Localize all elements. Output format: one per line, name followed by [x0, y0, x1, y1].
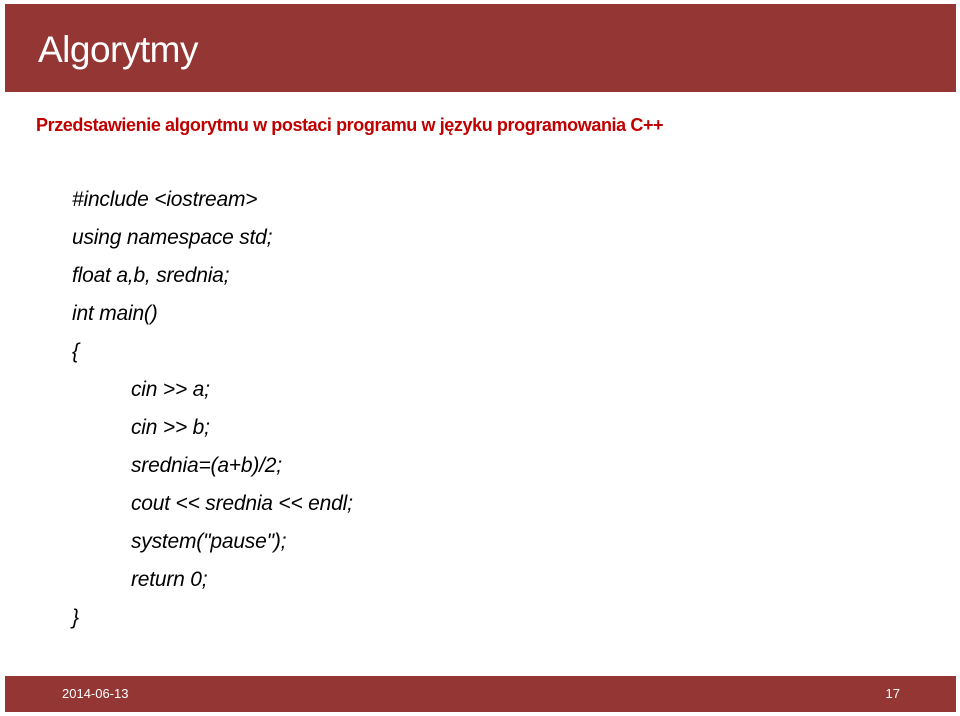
code-line: cout << srednia << endl; — [131, 492, 353, 515]
code-line: cin >> b; — [131, 416, 210, 439]
slide-subtitle: Przedstawienie algorytmu w postaci programu w języku programowania C++ — [36, 115, 664, 135]
code-line: float a,b, srednia; — [72, 264, 230, 287]
footer-date: 2014-06-13 — [62, 686, 129, 701]
footer-bar — [5, 676, 956, 712]
code-line: { — [72, 340, 79, 363]
slide-title: Algorytmy — [38, 29, 198, 70]
code-line: system("pause"); — [131, 530, 287, 553]
code-line: cin >> a; — [131, 378, 210, 401]
code-line: #include <iostream> — [72, 188, 258, 211]
code-line: return 0; — [131, 568, 208, 591]
code-line: using namespace std; — [72, 226, 273, 249]
page-number: 17 — [885, 686, 900, 701]
code-line: } — [72, 606, 79, 629]
code-listing — [72, 181, 353, 637]
code-line: srednia=(a+b)/2; — [131, 454, 282, 477]
code-line: int main() — [72, 302, 158, 325]
title-bar — [5, 4, 956, 92]
